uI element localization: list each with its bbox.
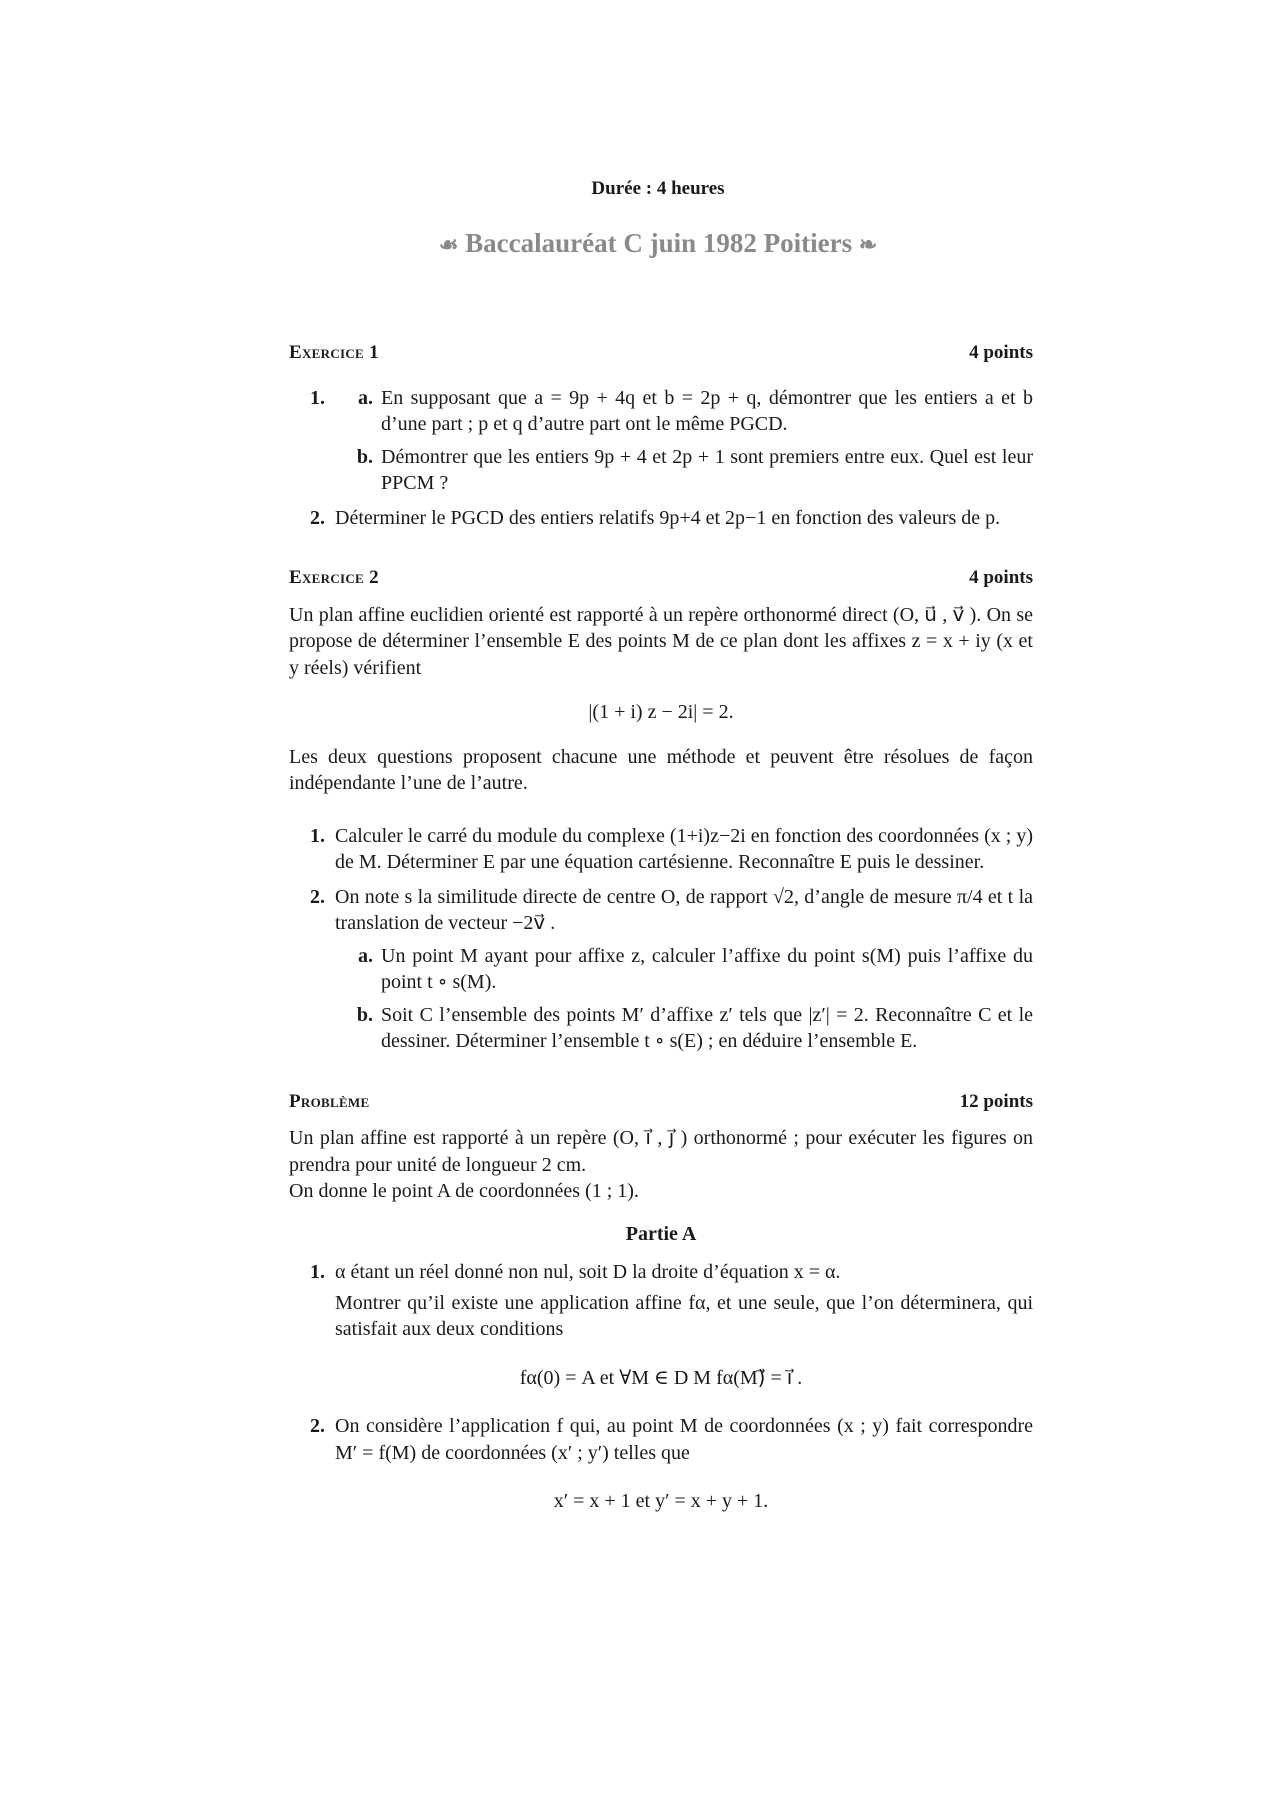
- exam-title-text: Baccalauréat C juin 1982 Poitiers: [465, 228, 853, 258]
- ornament-left-icon: ☙: [438, 232, 459, 257]
- question-number: 2.: [310, 1415, 325, 1437]
- exercise-2-header: [289, 565, 1033, 592]
- problem-equation-2: x′ = x + 1 et y′ = x + y + 1.: [553, 1490, 769, 1512]
- ex2-question-2a: [335, 943, 1033, 996]
- ex1-question-1: [289, 385, 1033, 497]
- problem-question-1: [289, 1259, 1033, 1343]
- question-number: 2.: [310, 885, 325, 908]
- question-number: 2.: [310, 506, 325, 529]
- subquestion-label: b.: [356, 445, 373, 468]
- ex2-question-2: [289, 884, 1033, 1055]
- ex2-question-2b: [335, 1002, 1033, 1055]
- problem-equation-1: fα(0) = A et ∀M ∈ D M fα(M)⃗ = ı⃗ .: [519, 1366, 803, 1389]
- exercise-2-title: Exercice 2: [289, 567, 379, 588]
- problem-intro: Un plan affine est rapporté à un repère (O, ı⃗ , ȷ⃗ ) orthonormé ; pour exécuter les figures on prendra pour unité de longueur 2 cm.: [289, 1127, 1033, 1176]
- subquestion-text: Démontrer que les entiers 9p + 4 et 2p + 1 sont premiers entre eux. Quel est leur PPCM ?: [381, 445, 1033, 494]
- subquestion-text: En supposant que a = 9p + 4q et b = 2p + q, démontrer que les entiers a et b d’une part ; p et q d’autre part ont le même PGCD.: [381, 386, 1033, 435]
- question-text: On note s la similitude directe de centre O, de rapport √2, d’angle de mesure π/4 et t la translation de vecteur −2v⃗ .: [335, 885, 1033, 934]
- ex1-question-2: [289, 505, 1033, 532]
- question-number: 1.: [310, 386, 325, 409]
- question-number: 1.: [310, 824, 325, 847]
- ex2-equation: |(1 + i) z − 2i| = 2.: [588, 701, 734, 723]
- ex1-question-1b: [335, 444, 1033, 497]
- question-text: Calculer le carré du module du complexe (1+i)z−2i en fonction des coordonnées (x ; y) de M. Déterminer E par une équation cartésienne. Reconnaître E puis le dessiner.: [335, 824, 1033, 873]
- subquestion-label: b.: [356, 1003, 373, 1026]
- exercise-1-points: 4 points: [969, 342, 1033, 363]
- question-text: Déterminer le PGCD des entiers relatifs 9p+4 et 2p−1 en fonction des valeurs de p.: [335, 506, 1001, 529]
- question-text-2: Montrer qu’il existe une application affine fα, et une seule, que l’on déterminera, qui satisfait aux deux conditions: [335, 1291, 1033, 1340]
- question-text: On considère l’application f qui, au point M de coordonnées (x ; y) fait correspondre M′ = f(M) de coordonnées (x′ ; y′) telles que: [335, 1415, 1033, 1464]
- question-number: 1.: [310, 1261, 325, 1283]
- partie-a-title: Partie A: [625, 1222, 697, 1245]
- problem-intro-2: On donne le point A de coordonnées (1 ; 1).: [289, 1180, 639, 1202]
- exercise-1-header: [289, 340, 1033, 367]
- problem-header: [289, 1089, 1033, 1116]
- question-text: α étant un réel donné non nul, soit D la droite d’équation x = α.: [335, 1261, 841, 1283]
- problem-title: Problème: [289, 1090, 370, 1112]
- subquestion-label: a.: [358, 386, 373, 409]
- ex2-intro: Un plan affine euclidien orienté est rapporté à un repère orthonormé direct (O, u⃗ , v⃗ ). On se propose de déterminer l’ensemble E des points M de ce plan dont les affixes z = x + iy (x et y réels) vérifient: [289, 603, 1033, 679]
- subquestion-text: Un point M ayant pour affixe z, calculer l’affixe du point s(M) puis l’affixe du point t ∘ s(M).: [381, 944, 1033, 993]
- problem-points: 12 points: [959, 1090, 1033, 1112]
- exam-title: [0, 228, 1280, 259]
- exercise-1-title: Exercice 1: [289, 342, 379, 363]
- exercise-2-points: 4 points: [969, 567, 1033, 588]
- subquestion-label: a.: [358, 944, 373, 967]
- ex1-question-1a: [335, 385, 1033, 438]
- subquestion-text: Soit C l’ensemble des points M′ d’affixe z′ tels que |z′| = 2. Reconnaître C et le dessiner. Déterminer l’ensemble t ∘ s(E) ; en déduire l’ensemble E.: [381, 1003, 1033, 1052]
- document-body: [289, 340, 1033, 1537]
- exam-duration: Durée : 4 heures: [591, 178, 725, 199]
- ex2-paragraph: Les deux questions proposent chacune une méthode et peuvent être résolues de façon indépendante l’une de l’autre.: [289, 745, 1033, 794]
- problem-question-2: [289, 1413, 1033, 1466]
- ornament-right-icon: ❧: [858, 232, 878, 257]
- ex2-question-1: [289, 823, 1033, 876]
